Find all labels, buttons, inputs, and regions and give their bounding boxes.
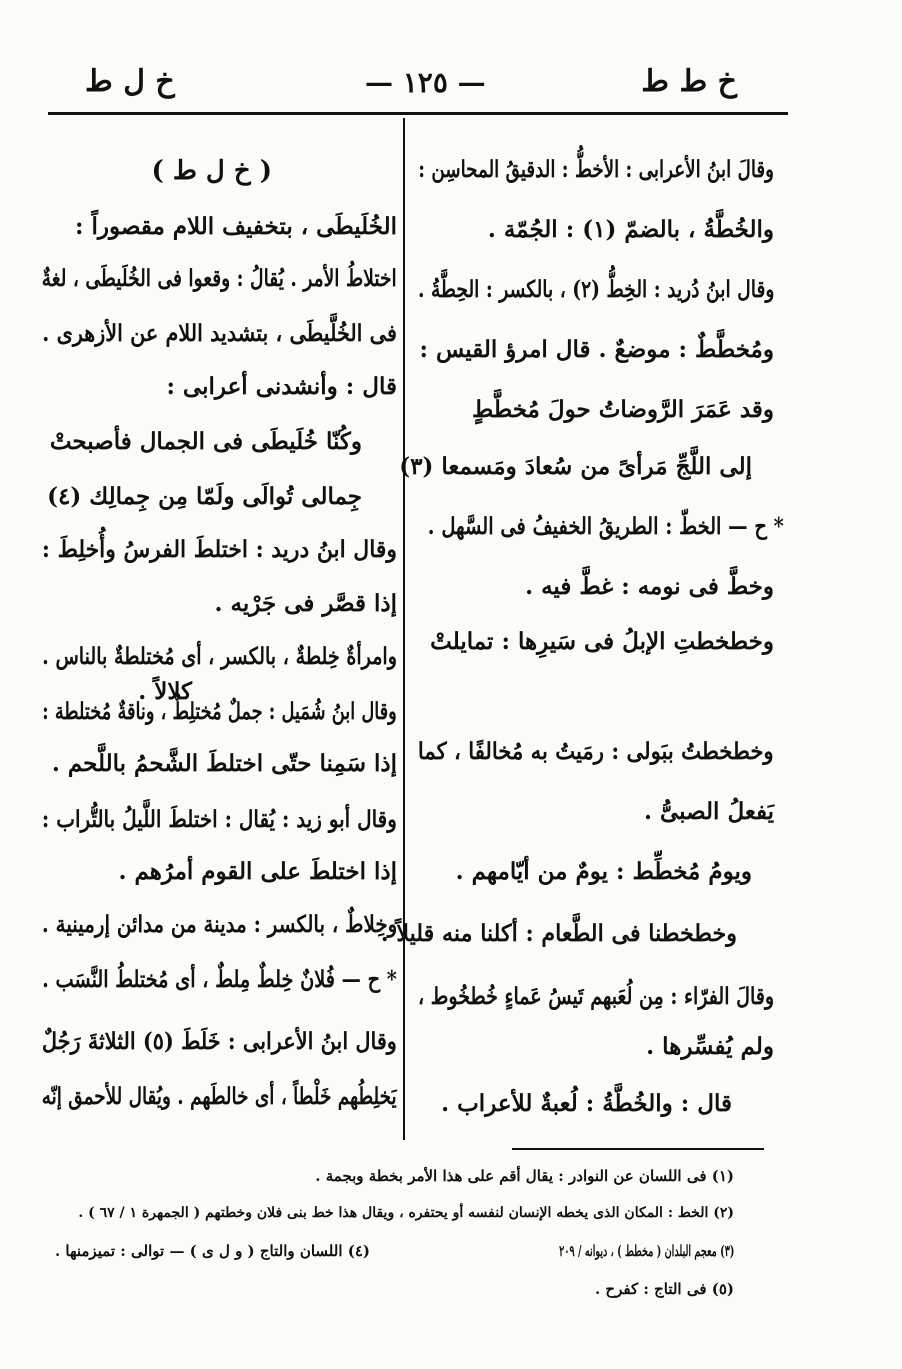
text-line: وخطَّ فى نومه : غطَّ فيه . [525,573,774,600]
text-line: قال : والخُطَّةُ : لُعبةٌ للأعراب . [441,1090,732,1117]
verse-line: جِمالى تُوالَى ولَمّا مِن جِمالِك (٤) [47,483,362,510]
text-line: ويومُ مُخطِّط : يومٌ من أيّامهم . [455,858,752,885]
text-line: وقال ابنُ دُريد : الخِطُّ (٢) ، بالكسر : الحِطَّةُ . [417,276,774,303]
text-line: يَخلِطُهم خَلْطاً ، أى خالطَهم . ويُقال للأحمق إنّه [42,1083,397,1110]
verse-line: وكُنّا خُلَيطَى فى الجمال فأصبحتْ [49,428,362,455]
header-rule [48,112,788,115]
text-line: * ح — فُلانٌ خِلطٌ مِلطٌ ، أى مُختلطُ النَّسَب . [42,966,397,993]
text-line: وقال أبو زيد : يُقال : اختلطَ اللَّيلُ بالتُّراب : [42,806,397,833]
footnote-4: (٤) اللسان والتاج ( و ل ى ) — توالى : تميزمنها . [54,1242,370,1260]
text-line: وقال ابنُ دريد : اختلطَ الفرسُ وأُخلِطَ : [41,536,397,563]
text-line: وامرأةٌ خِلطةٌ ، بالكسر ، أى مُختلطةٌ بالناس . [42,643,397,670]
text-line: كلالاً . [138,678,192,705]
text-line: وقال ابنُ شُمَيل : جملٌ مُختلِطٌ ، وناقةٌ مُختلطة : [42,698,397,725]
footnote-rule [512,1148,764,1150]
header-root-left: خ ل ط [85,64,175,99]
text-line: ولم يُفسِّرها . [646,1033,774,1060]
text-line: ومُخطَّطٌ : موضعٌ . قال امرؤ القيس : [419,336,774,363]
text-line: وخِلاطٌ ، بالكسر : مدينة من مدائن إرمينية . [41,911,397,938]
text-line: وقالَ الفرّاء : مِن لُعَبهم تَيسُ عَماءٍ خُطخُوط ، [417,983,774,1010]
column-divider [403,118,405,1140]
text-line: وقالَ ابنُ الأعرابى : الأخطُّ : الدقيقُ المحاسِن : [418,156,774,183]
text-line: وخطخطتِ الإبلُ فى سَيرِها : تمايلتْ [430,628,774,655]
text-line: وخطخطنا فى الطَّعام : أكلنا منه قليلاً . [380,920,737,947]
header-root-right: خ ط ط [641,64,737,99]
text-line: * ح — الخطّ : الطريقُ الخفيفُ فى السَّهل . [428,513,784,540]
text-line: فى الخُلَّيطَى ، بتشديد اللام عن الأزهرى . [42,320,397,347]
text-line: الخُلَيطَى ، بتخفيف اللام مقصوراً : [75,213,397,240]
footnote-2: (٢) الخط : المكان الذى يخطه الإنسان لنفسه أو يحتفره ، ويقال هذا خط بنى فلان وخطتهم ( الجمهرة ١ / ٦٧ ) . [78,1205,734,1221]
text-line: إذا اختلطَ على القوم أمرُهم . [118,858,397,885]
footnote-5: (٥) فى التاج : كفرح . [594,1280,734,1298]
footnote-1: (١) فى اللسان عن النوادر : يقال أقم على هذا الأمر بخطة وبجمة . [315,1167,734,1185]
verse-line: إلى اللَّجِّ مَرأىً من سُعادَ ومَسمعا (٣) [399,453,752,480]
text-line: وخطخطتُ ببَولى : رمَيتُ به مُخالفًا ، كما [418,738,774,765]
text-line: إذا سَمِنا حتّى اختلطَ الشَّحمُ باللَّحم . [51,750,397,777]
page-number: — ١٢٥ — [365,66,486,99]
text-line: والخُطَّةُ ، بالضمّ (١) : الجُمّة . [487,216,774,243]
text-line: اختلاطُ الأمر . يُقالُ : وقعوا فى الخُلَيطَى ، لغةٌ [42,265,397,292]
verse-line: وقد عَمَرَ الرَّوضاتُ حولَ مُخطَّطٍ [472,396,774,423]
text-line: قال : وأنشدنى أعرابى : [166,373,397,400]
text-line: إذا قصَّر فى جَرْيه . [214,590,397,617]
text-line: يَفعلُ الصبىُّ . [643,798,774,825]
text-line: وقال ابنُ الأعرابى : خَلَطَ (٥) الثلاثةَ رَجُلٌ [41,1028,397,1055]
footnote-3: (٣) معجم البلدان ( مخطط ) ، ديوانه / ٢٠٩ [558,1242,734,1260]
section-heading: ( خ ل ط ) [151,156,272,186]
